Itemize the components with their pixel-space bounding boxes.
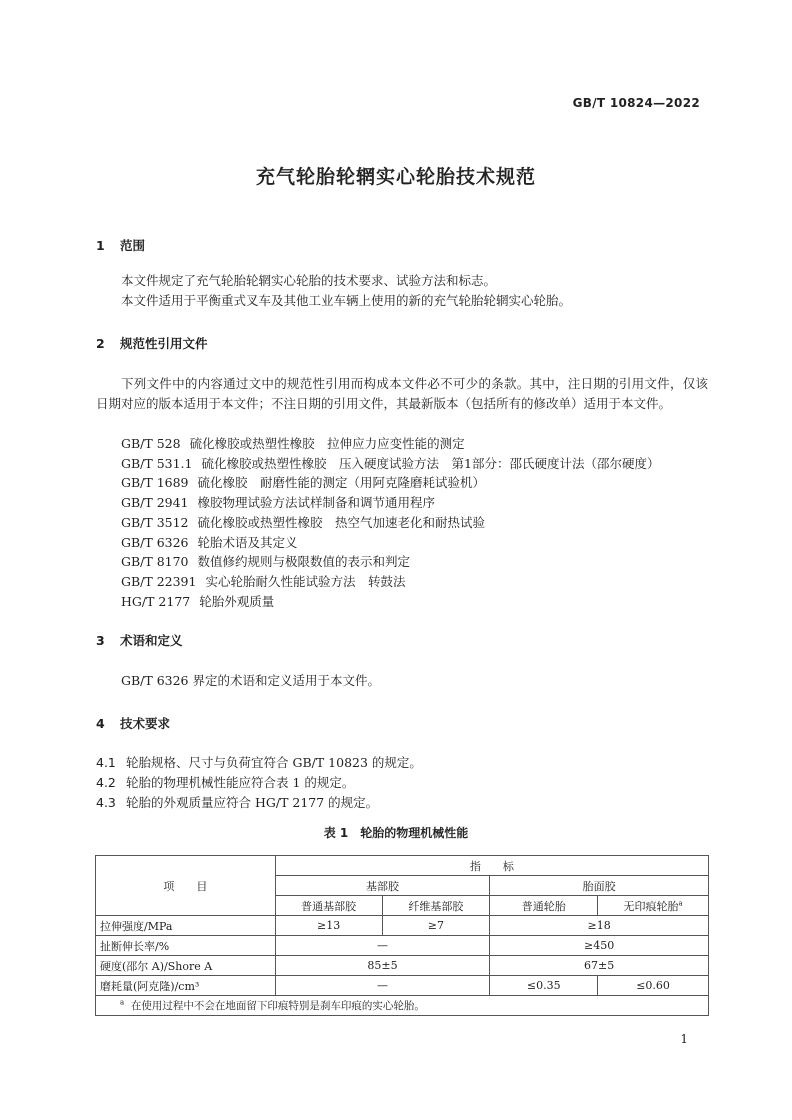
clause-4-2 bbox=[96, 773, 354, 791]
table-cell: ≥13 bbox=[275, 916, 382, 936]
table-header-row bbox=[96, 856, 709, 876]
normative-references-intro: 下列文件中的内容通过文中的规范性引用而构成本文件必不可少的条款。其中，注日期的引用文件，仅该日期对应的版本适用于本文件；不注日期的引用文件，其最新版本（包括所有的修改单）适用于本文件。 bbox=[96, 376, 708, 411]
table-row bbox=[96, 936, 709, 956]
table-footnote bbox=[96, 996, 709, 1016]
footnote-marker: a bbox=[678, 898, 683, 907]
header-col: 纤维基部胶 bbox=[382, 896, 490, 916]
section-heading-technical-requirements bbox=[96, 714, 170, 732]
reference-code: GB/T 3512 bbox=[121, 515, 189, 530]
section-number: 4 bbox=[96, 716, 105, 731]
reference-item bbox=[121, 533, 298, 551]
reference-title: 轮胎外观质量 bbox=[199, 594, 275, 609]
section-number: 2 bbox=[96, 336, 105, 351]
reference-item bbox=[121, 552, 410, 570]
standard-code: GB/T 10824—2022 bbox=[572, 96, 700, 110]
reference-code: GB/T 22391 bbox=[121, 574, 197, 589]
table-row bbox=[96, 916, 709, 936]
clause-number: 4.3 bbox=[96, 795, 116, 810]
header-col bbox=[598, 896, 709, 916]
reference-code: GB/T 528 bbox=[121, 436, 181, 451]
terms-paragraph: GB/T 6326 界定的术语和定义适用于本文件。 bbox=[121, 673, 380, 688]
header-col: 普通轮胎 bbox=[490, 896, 598, 916]
reference-title: 硫化橡胶或热塑性橡胶 拉伸应力应变性能的测定 bbox=[189, 436, 465, 451]
section-heading-normative-references bbox=[96, 334, 208, 352]
reference-code: GB/T 8170 bbox=[121, 554, 189, 569]
section-number: 3 bbox=[96, 633, 105, 648]
header-item: 项 目 bbox=[96, 856, 276, 916]
clause-4-1 bbox=[96, 753, 422, 771]
table-caption: 表 1 轮胎的物理机械性能 bbox=[323, 826, 469, 840]
reference-code: GB/T 531.1 bbox=[121, 456, 193, 471]
section-title: 范围 bbox=[120, 238, 146, 253]
clause-text: 轮胎的外观质量应符合 HG/T 2177 的规定。 bbox=[126, 795, 379, 810]
section-heading-scope bbox=[96, 236, 145, 254]
table-cell: ≥18 bbox=[490, 916, 709, 936]
page-number: 1 bbox=[680, 1032, 688, 1046]
table-cell: ≥450 bbox=[490, 936, 709, 956]
reference-code: GB/T 1689 bbox=[121, 475, 189, 490]
reference-title: 数值修约规则与极限数值的表示和判定 bbox=[197, 554, 411, 569]
reference-title: 硫化橡胶或热塑性橡胶 热空气加速老化和耐热试验 bbox=[197, 515, 486, 530]
section-number: 1 bbox=[96, 238, 105, 253]
reference-item bbox=[121, 454, 659, 472]
table-footnote-row bbox=[96, 996, 709, 1016]
reference-code: GB/T 2941 bbox=[121, 495, 189, 510]
header-group-base: 基部胶 bbox=[275, 876, 490, 896]
header-group-tread: 胎面胶 bbox=[490, 876, 709, 896]
clause-text: 轮胎的物理机械性能应符合表 1 的规定。 bbox=[126, 775, 355, 790]
section-title: 规范性引用文件 bbox=[120, 336, 208, 351]
reference-title: 实心轮胎耐久性能试验方法 转鼓法 bbox=[205, 574, 406, 589]
footnote-marker: a bbox=[120, 998, 125, 1007]
reference-item bbox=[121, 513, 485, 531]
reference-item bbox=[121, 434, 465, 452]
reference-item bbox=[121, 592, 274, 610]
document-title: 充气轮胎轮辋实心轮胎技术规范 bbox=[255, 166, 536, 188]
table-cell: ≤0.60 bbox=[598, 976, 709, 996]
reference-item bbox=[121, 572, 405, 590]
table-cell: ≥7 bbox=[382, 916, 490, 936]
reference-item bbox=[121, 493, 435, 511]
reference-item bbox=[121, 473, 485, 491]
clause-text: 轮胎规格、尺寸与负荷宜符合 GB/T 10823 的规定。 bbox=[126, 755, 422, 770]
header-col-text: 无印痕轮胎 bbox=[623, 899, 679, 913]
section-heading-terms bbox=[96, 631, 183, 649]
table-cell: — bbox=[275, 976, 490, 996]
clause-4-3 bbox=[96, 793, 378, 811]
table-cell: 67±5 bbox=[490, 956, 709, 976]
section-title: 技术要求 bbox=[120, 716, 171, 731]
scope-paragraph-2: 本文件适用于平衡重式叉车及其他工业车辆上使用的新的充气轮胎轮辋实心轮胎。 bbox=[121, 293, 572, 308]
row-label: 拉伸强度/MPa bbox=[96, 916, 276, 936]
row-label: 扯断伸长率/% bbox=[96, 936, 276, 956]
reference-title: 硫化橡胶 耐磨性能的测定（用阿克隆磨耗试验机） bbox=[197, 475, 486, 490]
reference-code: GB/T 6326 bbox=[121, 535, 189, 550]
table-cell: 85±5 bbox=[275, 956, 490, 976]
footnote-text: 在使用过程中不会在地面留下印痕特别是刹车印痕的实心轮胎。 bbox=[130, 1000, 425, 1012]
physical-properties-table bbox=[95, 855, 709, 1016]
header-col: 普通基部胶 bbox=[275, 896, 382, 916]
reference-title: 轮胎术语及其定义 bbox=[197, 535, 298, 550]
section-title: 术语和定义 bbox=[120, 633, 183, 648]
clause-number: 4.1 bbox=[96, 755, 116, 770]
table-cell: ≤0.35 bbox=[490, 976, 598, 996]
reference-title: 橡胶物理试验方法试样制备和调节通用程序 bbox=[197, 495, 436, 510]
header-index: 指 标 bbox=[275, 856, 708, 876]
row-label: 硬度(邵尔 A)/Shore A bbox=[96, 956, 276, 976]
reference-title: 硫化橡胶或热塑性橡胶 压入硬度试验方法 第1部分：邵氏硬度计法（邵尔硬度） bbox=[201, 456, 660, 471]
scope-paragraph-1: 本文件规定了充气轮胎轮辋实心轮胎的技术要求、试验方法和标志。 bbox=[121, 273, 497, 288]
table-row bbox=[96, 956, 709, 976]
row-label: 磨耗量(阿克隆)/cm³ bbox=[96, 976, 276, 996]
table-row bbox=[96, 976, 709, 996]
clause-number: 4.2 bbox=[96, 775, 116, 790]
reference-code: HG/T 2177 bbox=[121, 594, 191, 609]
table-cell: — bbox=[275, 936, 490, 956]
